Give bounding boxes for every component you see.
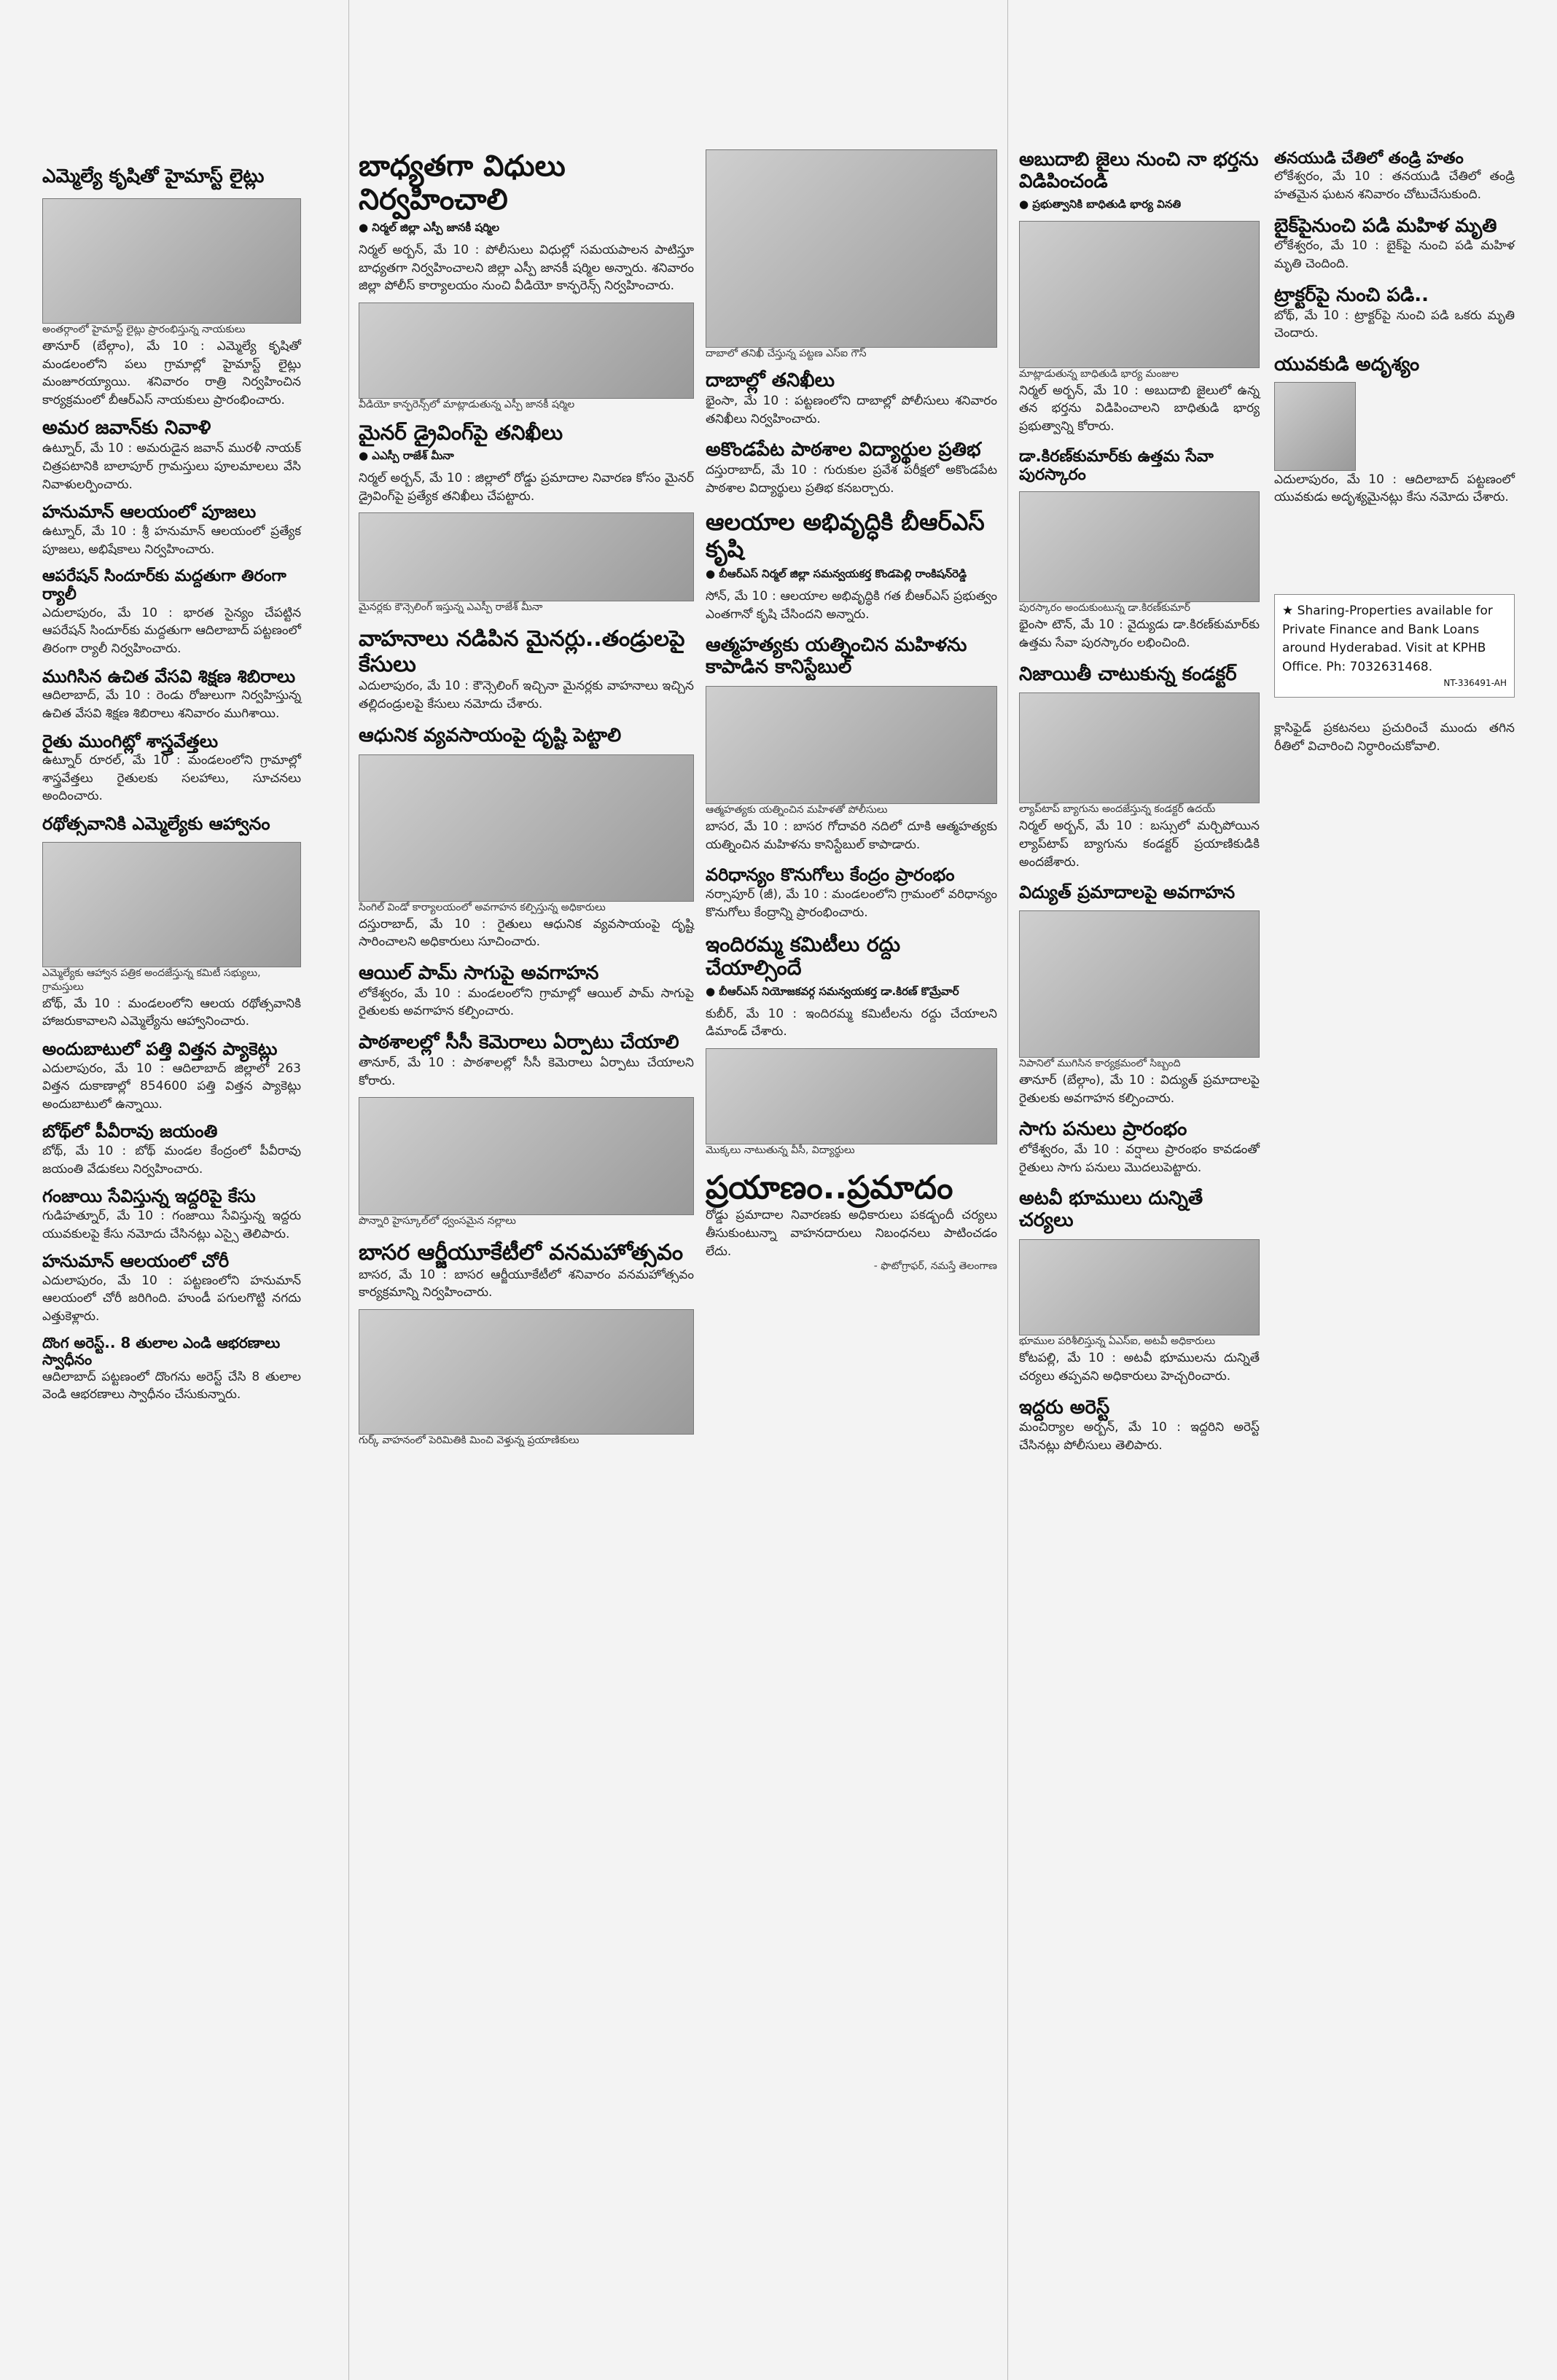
photo-school-taps [359, 1097, 694, 1215]
headline-journey-danger: ప్రయాణం..ప్రమాదం [706, 1168, 953, 1206]
article-abu-dhabi: నిర్మల్ అర్బన్, మే 10 : అబుదాబి జైలులో ఉన్న తన భర్తను విడిపించాలని బాధితుడి భార్య ప్రభుత్వాన్ని కోరారు. [1019, 383, 1260, 434]
headline-students-talent: అకొండపేట పాఠశాల విద్యార్థుల ప్రతిభ [706, 439, 981, 461]
headline-honest-conductor: నిజాయితీ చాటుకున్న కండక్టర్ [1019, 663, 1237, 685]
caption-conductor: ల్యాప్‌టాప్ బ్యాగును అందజేస్తున్న కండక్టర్ ఉదయ్ [1019, 803, 1216, 816]
article-thief-arrest: ఆదిలాబాద్ పట్టణంలో దొంగను అరెస్ట్ చేసి 8 తులాల వెండి ఆభరణాలు స్వాధీనం చేసుకున్నారు. [42, 1369, 301, 1402]
headline-bike-death: బైక్‌పైనుంచి పడి మహిళ మృతి [1274, 214, 1497, 237]
article-tractor-fall: బోథ్, మే 10 : ట్రాక్టర్‌పై నుంచి పడి ఒకరు మృతి చెందారు. [1274, 308, 1515, 341]
caption-forest: భూముల పరిశీలిస్తున్న ఏఎస్ఐ, అటవీ అధికారులు [1019, 1335, 1216, 1348]
article-cotton-seeds: ఎదులాపురం, మే 10 : ఆదిలాబాద్ జిల్లాలో 263 విత్తన దుకాణాల్లో 854600 పత్తి విత్తన ప్యాకెట్లు అందుబాటులో ఉన్నాయి. [42, 1061, 301, 1112]
headline-father-killed: తనయుడి చేతిలో తండ్రి హతం [1274, 149, 1464, 168]
article-pv-jayanti: బోథ్, మే 10 : బోథ్ మండల కేంద్రంలో పీవీరావు జయంతి వేడుకలు నిర్వహించారు. [42, 1144, 301, 1177]
article-constable-rescue: బాసర, మే 10 : బాసర గోదావరి నదిలో దూకి ఆత్మహత్యకు యత్నించిన మహిళను కానిస్టేబుల్ కాపాడారు. [706, 819, 997, 852]
photo-dhaba [706, 149, 997, 348]
article-bike-death: లోకేశ్వరం, మే 10 : బైక్‌పై నుంచి పడి మహిళ మృతి చెందింది. [1274, 238, 1515, 272]
article-temple-theft: ఎదులాపురం, మే 10 : పట్టణంలోని హనుమాన్ ఆలయంలో చోరీ జరిగింది. హుండీ పగులగొట్టి నగదు ఎత్తుకెళ్లారు. [42, 1273, 301, 1324]
photo-planting [706, 1048, 997, 1144]
caption-farming-meeting: సింగిల్ విండో కార్యాలయంలో అవగాహన కల్పిస్తున్న అధికారులు [359, 901, 606, 913]
article-indiramma-committees: కుబీర్, మే 10 : ఇందిరమ్మ కమిటీలను రద్దు చేయాలని డిమాండ్ చేశారు. [706, 1006, 997, 1039]
article-minor-driving: నిర్మల్ అర్బన్, మే 10 : జిల్లాలో రోడ్డు ప్రమాదాల నివారణ కోసం మైనర్ డ్రైవింగ్‌పై ప్రత్యేక తనిఖీలు చేపట్టారు. [359, 471, 694, 504]
photo-missing-youth [1274, 382, 1356, 471]
byline-asp: ● ఎఎస్పీ రాజేశ్ మీనా [359, 449, 454, 463]
column-divider [348, 0, 349, 2380]
ad-star-icon: ★ [1282, 604, 1294, 619]
column-1 [42, 0, 301, 1404]
headline-vanamahotsavam: బాసర ఆర్జీయూకేటీలో వనమహోత్సవం [359, 1240, 684, 1266]
headline-paddy-center: వరిధాన్యం కొనుగోలు కేంద్రం ప్రారంభం [706, 865, 955, 886]
headline-tiranga-rally: ఆపరేషన్ సిందూర్‌కు మద్దతుగా తిరంగా ర్యాలీ [42, 567, 286, 604]
classified-ad [1274, 594, 1515, 698]
headline-ganja-case: గంజాయి సేవిస్తున్న ఇద్దరిపై కేసు [42, 1186, 256, 1207]
headline-farming-begins: సాగు పనులు ప్రారంభం [1019, 1118, 1187, 1141]
article-ganja-case: గుడిహత్నూర్, మే 10 : గంజాయి సేవిస్తున్న ఇద్దరు యువకులపై కేసు నమోదు చేసినట్లు ఎస్సై తెలిపారు. [42, 1208, 301, 1241]
photo-wife [1019, 221, 1260, 368]
article-dhaba-checks: భైంసా, మే 10 : పట్టణంలోని దాబాల్లో పోలీసులు శనివారం తనిఖీలు నిర్వహించారు. [706, 393, 997, 426]
headline-tribute: అమర జవాన్‌కు నివాళి [42, 417, 211, 440]
photo-electricity [1019, 910, 1260, 1058]
article-cc-cameras: తానూర్, మే 10 : పాఠశాలల్లో సీసీ కెమెరాలు ఏర్పాటు చేయాలని కోరారు. [359, 1055, 694, 1088]
headline-constable-rescue: ఆత్మహత్యకు యత్నించిన మహిళను కాపాడిన కానిస్టేబుల్ [706, 634, 967, 679]
photo-overloaded-vehicle [359, 1309, 694, 1435]
article-forest-land: కోటపల్లి, మే 10 : అటవీ భూములను దున్నితే చర్యలు తప్పవని అధికారులు హెచ్చరించారు. [1019, 1351, 1260, 1384]
caption-invitation: ఎమ్మెల్యేకు ఆహ్వాన పత్రిక అందజేస్తున్న కమిటీ సభ్యులు, గ్రామస్తులు [42, 967, 261, 993]
headline-forest-land: అటవీ భూములు దున్నితే చర్యలు [1019, 1187, 1203, 1232]
byline-wife-plea: ● ప్రభుత్వానికి బాధితుడి భార్య వినతి [1019, 197, 1182, 211]
headline-minor-cases: వాహనాలు నడిపిన మైనర్లు..తండ్రులపై కేసులు [359, 626, 685, 677]
article-students-talent: దస్తురాబాద్, మే 10 : గురుకుల ప్రవేశ పరీక్షలో అకొండపేట పాఠశాల విద్యార్థులు ప్రతిభ కనబర్చారు. [706, 463, 997, 496]
article-two-arrested: మంచిర్యాల అర్బన్, మే 10 : ఇద్దరిని అరెస్ట్ చేసినట్లు పోలీసులు తెలిపారు. [1019, 1420, 1260, 1454]
article-minor-cases: ఎదులాపురం, మే 10 : కౌన్సెలింగ్ ఇచ్చినా మైనర్లకు వాహనాలు ఇచ్చిన తల్లిదండ్రులపై కేసులు నమోదు చేశారు. [359, 679, 694, 712]
article-summer-camp: ఆదిలాబాద్, మే 10 : రెండు రోజులుగా నిర్వహిస్తున్న ఉచిత వేసవి శిక్షణ శిబిరాలు శనివారం ముగిశాయి. [42, 688, 301, 721]
photo-highmast [42, 198, 301, 324]
column-4 [1019, 0, 1260, 1455]
article-oil-palm: లోకేశ్వరం, మే 10 : మండలంలోని గ్రామాల్లో ఆయిల్ పామ్ సాగుపై రైతులకు అవగాహన కల్పించారు. [359, 986, 694, 1019]
headline-temple-development: ఆలయాల అభివృద్ధికి బీఆర్ఎస్ కృషి [706, 508, 985, 563]
caption-dhaba: దాబాలో తనిఖీ చేస్తున్న పట్టణ ఎస్ఐ గౌస్ [706, 348, 867, 359]
caption-highmast: అంతర్గాంలో హైమాస్ట్ లైట్లు ప్రారంభిస్తున్న నాయకులు [42, 323, 246, 335]
photo-video-conference [359, 303, 694, 399]
caption-counselling: మైనర్ల‌కు కౌన్సెలింగ్ ఇస్తున్న ఎఎస్పీ రాజేశ్ మీనా [359, 601, 543, 614]
article-highmast: తానూర్ (బేల్గాం), మే 10 : ఎమ్మెల్యే కృషితో మండలంలోని పలు గ్రామాల్లో హైమాస్ట్ లైట్లు మంజూరయ్యాయి. శనివారం రాత్రి నిర్వహించిన కార్యక్రమంలో బీఆర్ఎస్ నాయకులు ప్రారంభించారు. [42, 338, 301, 407]
photo-award [1019, 491, 1260, 602]
headline-tractor-fall: ట్రాక్టర్‌పై నుంచి పడి.. [1274, 284, 1429, 306]
caption-electricity: నిపానిలో ముగిసిన కార్యక్రమంలో సిబ్బంది [1019, 1057, 1181, 1069]
headline-cc-cameras: పాఠశాలల్లో సీసీ కెమెరాలు ఏర్పాటు చేయాలి [359, 1031, 679, 1054]
headline-invitation: రథోత్సవానికి ఎమ్మెల్యేకు ఆహ్వానం [42, 814, 270, 835]
headline-pv-jayanti: బోథ్‌లో పీవీరావు జయంతి [42, 1121, 218, 1142]
headline-award: డా.కిరణ్‌కుమార్‌కు ఉత్తమ సేవా పురస్కారం [1019, 447, 1214, 484]
article-paddy-center: నర్సాపూర్ (జీ), మే 10 : మండలంలోని గ్రామంలో వరిధాన్యం కొనుగోలు కేంద్రాన్ని ప్రారంభించారు. [706, 886, 997, 920]
photo-farming-meeting [359, 754, 694, 902]
headline-temple-theft: హనుమాన్ ఆలయంలో చోరీ [42, 1251, 230, 1272]
article-tiranga-rally: ఎదులాపురం, మే 10 : భారత సైన్యం చేపట్టిన ఆపరేషన్ సిందూర్‌కు మద్దతుగా ఆదిలాబాద్ పట్టణంలో తిరంగా ర్యాలీ నిర్వహించారు. [42, 605, 301, 657]
article-modern-farming: దస్తురాబాద్, మే 10 : రైతులు ఆధునిక వ్యవసాయంపై దృష్టి సారించాలని అధికారులు సూచించారు. [359, 916, 694, 950]
headline-abu-dhabi: అబుదాబి జైలు నుంచి నా భర్తను విడిపించండి [1019, 149, 1259, 192]
headline-thief-arrest: దొంగ అరెస్ట్.. 8 తులాల ఎండి ఆభరణాలు స్వాధీనం [42, 1333, 281, 1368]
byline-kiran: ● బీఆర్ఎస్ నియోజకవర్గ సమన్వయకర్త డా.కిరణ్ కొమ్రేవార్ [706, 984, 959, 998]
article-temple-development: సోన్, మే 10 : ఆలయాల అభివృద్ధికి గత బీఆర్ఎస్ ప్రభుత్వం ఎంతగానో కృషి చేసిందని అన్నారు. [706, 588, 997, 622]
article-award: భైంసా టౌన్, మే 10 : వైద్యుడు డా.కిరణ్‌కుమార్‌కు ఉత్తమ సేవా పురస్కారం లభించింది. [1019, 617, 1260, 650]
byline-brs-coordinator: ● బీఆర్ఎస్ నిర్మల్ జిల్లా సమన్వయకర్త కొండపెల్లి రాంకిషన్‌రెడ్డి [706, 566, 967, 580]
headline-youth-missing: యువకుడి అదృశ్యం [1274, 353, 1420, 375]
ad-code: NT-336491-AH [1443, 678, 1507, 689]
article-tribute: ఉట్నూర్, మే 10 : అమరుడైన జవాన్ మురళీ నాయక్ చిత్రపటానికి బాలాపూర్ గ్రామస్తులు పూలమాలలు వేసి నివాళులర్పించారు. [42, 441, 301, 492]
caption-school-taps: పొన్నారి హైస్కూల్‌లో ధ్వంసమైన నల్లాలు [359, 1215, 516, 1228]
headline-modern-farming: ఆధునిక వ్యవసాయంపై దృష్టి పెట్టాలి [359, 724, 622, 746]
headline-temple-puja: హనుమాన్ ఆలయంలో పూజలు [42, 502, 257, 523]
column-divider [1007, 0, 1008, 2380]
caption-wife: మాట్లాడుతున్న బాధితుడి భార్య మంజుల [1019, 367, 1179, 380]
column-2 [359, 0, 694, 1448]
headline-duties: బాధ్యతగా విధులు నిర్వహించాలి [359, 149, 566, 216]
caption-planting: మొక్కలు నాటుతున్న వీసీ, విద్యార్థులు [706, 1144, 855, 1156]
headline-electricity-awareness: విద్యుత్ ప్రమాదాలపై అవగాహన [1019, 882, 1236, 903]
headline-highmast: ఎమ్మెల్యే కృషితో హైమాస్ట్ లైట్లు [42, 165, 265, 187]
headline-cotton-seeds: అందుబాటులో పత్తి విత్తన ప్యాకెట్లు [42, 1038, 278, 1059]
article-temple-puja: ఉట్నూర్, మే 10 : శ్రీ హనుమాన్ ఆలయంలో ప్రత్యేక పూజలు, అభిషేకాలు నిర్వహించారు. [42, 523, 301, 557]
article-electricity-awareness: తానూర్ (బేల్గాం), మే 10 : విద్యుత్ ప్రమాదాలపై రైతులకు అవగాహన కల్పించారు. [1019, 1072, 1260, 1106]
article-father-killed: లోకేశ్వరం, మే 10 : తనయుడి చేతిలో తండ్రి హతమైన ఘటన శనివారం చోటుచేసుకుంది. [1274, 169, 1515, 202]
headline-scientists: రైతు ముంగిట్లో శాస్త్రవేత్తలు [42, 730, 219, 752]
caption-award: పురస్కారం అందుకుంటున్న డా.కిరణ్‌కుమార్ [1019, 602, 1190, 614]
photo-counselling [359, 512, 694, 601]
photo-forest [1019, 1239, 1260, 1335]
article-duties: నిర్మల్ అర్బన్, మే 10 : పోలీసులు విధుల్లో సమయపాలన పాటిస్తూ బాధ్యతగా నిర్వహించాలని జిల్లా ఎస్పీ జానకీ షర్మిల అన్నారు. శనివారం జిల్లా పోలీస్ కార్యాలయం నుంచి వీడియో కాన్ఫరెన్స్ నిర్వహించారు. [359, 243, 694, 294]
article-scientists: ఉట్నూర్ రూరల్, మే 10 : మండలంలోని గ్రామాల్లో శాస్త్రవేత్తలు రైతులకు సలహాలు, సూచనలు అందించారు. [42, 753, 301, 804]
article-farming-begins: లోకేశ్వరం, మే 10 : వర్షాలు ప్రారంభం కావడంతో రైతులు సాగు పనులు మొదలుపెట్టారు. [1019, 1142, 1260, 1175]
article-journey-danger: రోడ్డు ప్రమాదాల నివారణకు అధికారులు పకడ్బందీ చర్యలు తీసుకుంటున్నా వాహనదారులు నిబంధనలు పాటించడం లేదు. [706, 1208, 997, 1259]
headline-two-arrested: ఇద్దరు అరెస్ట్ [1019, 1396, 1110, 1419]
credit-photographer: - ఫొటోగ్రాఫర్, నమస్తే తెలంగాణ [873, 1260, 997, 1273]
article-youth-missing: ఎదులాపురం, మే 10 : ఆదిలాబాద్ పట్టణంలో యువకుడు అదృశ్యమైనట్లు కేసు నమోదు చేశారు. [1274, 472, 1515, 505]
ad-text: Sharing-Properties available for Private Finance and Bank Loans around Hyderabad. Visit at KPHB Office. Ph: 7032631468. [1282, 604, 1493, 674]
classified-disclaimer: క్లాసిఫైడ్ ప్రకటనలు ప్రచురించే ముందు తగిన రీతిలో విచారించి నిర్ధారించుకోవాలి. [1274, 721, 1515, 754]
headline-dhaba-checks: దాబాల్లో తనిఖీలు [706, 370, 835, 391]
byline-sp: ● నిర్మల్ జిల్లా ఎస్పీ జానకీ షర్మిల [359, 221, 500, 234]
caption-rescue: ఆత్మహత్యకు యత్నించిన మహిళతో పోలీసులు [706, 804, 888, 816]
article-vanamahotsavam: బాసర, మే 10 : బాసర ఆర్జీయూకేటీలో శనివారం వనమహోత్సవం కార్యక్రమాన్ని నిర్వహించారు. [359, 1267, 694, 1300]
caption-video-conference: వీడియో కాన్ఫరెన్స్‌లో మాట్లాడుతున్న ఎస్పీ జానకీ షర్మిల [359, 398, 575, 410]
article-invitation: బోథ్, మే 10 : మండలంలోని ఆలయ రథోత్సవానికి హాజరుకావాలని ఎమ్మెల్యేను ఆహ్వానించారు. [42, 996, 301, 1029]
column-5 [1274, 0, 1515, 755]
photo-invitation [42, 842, 301, 967]
photo-conductor [1019, 692, 1260, 803]
headline-summer-camp: ముగిసిన ఉచిత వేసవి శిక్షణ శిబిరాలు [42, 666, 296, 687]
headline-minor-driving: మైనర్ డ్రైవింగ్‌పై తనిఖీలు [359, 420, 563, 445]
headline-indiramma-committees: ఇందిరమ్మ కమిటీలు రద్దు చేయాల్సిందే [706, 932, 901, 980]
photo-rescue [706, 686, 997, 804]
caption-overloaded-vehicle: గుర్క్ వాహనంలో పెరిమితికి మించి వెళ్తున్న ప్రయాణికులు [359, 1434, 580, 1446]
column-3 [706, 0, 997, 1274]
article-honest-conductor: నిర్మల్ అర్బన్, మే 10 : బస్సులో మర్చిపోయిన ల్యాప్‌టాప్ బ్యాగును కండక్టర్ ప్రయాణికుడికి అందజేశారు. [1019, 819, 1260, 870]
headline-oil-palm: ఆయిల్ పామ్ సాగుపై అవగాహన [359, 961, 599, 984]
